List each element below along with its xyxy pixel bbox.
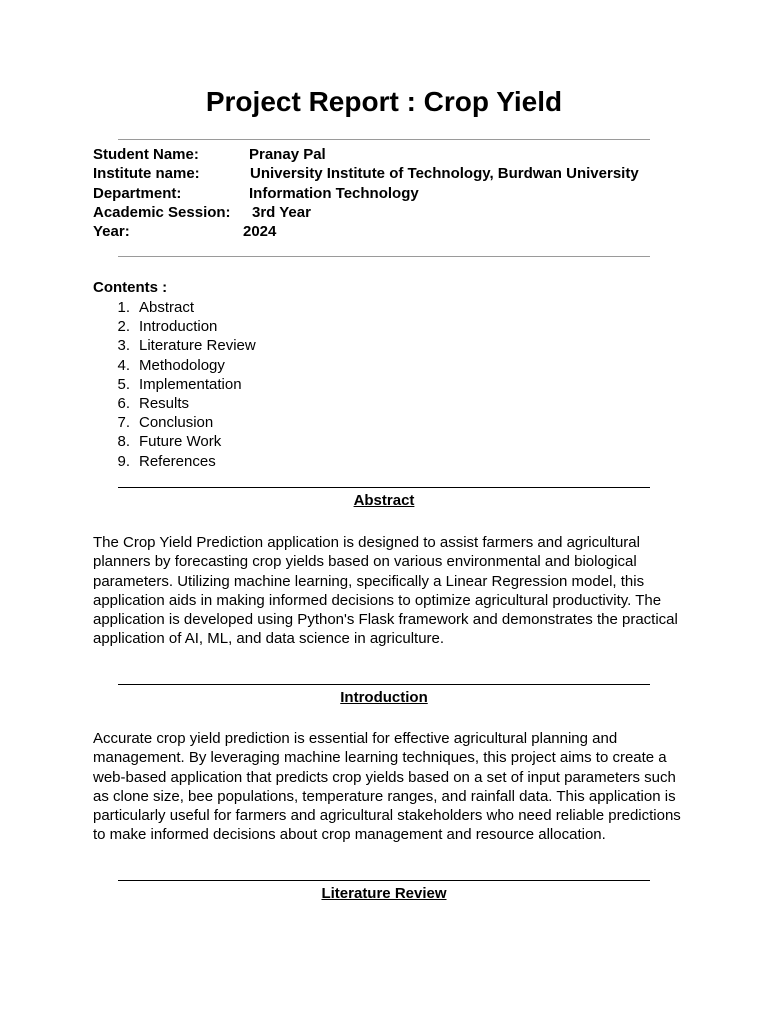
info-label: Institute name: — [93, 165, 200, 183]
info-label: Department: — [93, 184, 182, 202]
toc-number: 9. — [117, 452, 130, 470]
toc-number: 8. — [117, 433, 130, 451]
literature-review-heading: Literature Review — [321, 885, 447, 902]
toc-text: Literature Review — [139, 337, 256, 355]
info-value: University Institute of Technology, Burdwan University — [250, 165, 639, 183]
section-divider-abstract — [118, 487, 650, 488]
header-divider-bottom — [118, 256, 650, 257]
header-divider-top — [118, 139, 650, 140]
toc-number: 7. — [117, 414, 130, 432]
toc-text: Results — [139, 394, 190, 412]
toc-number: 4. — [117, 356, 130, 374]
info-label: Year: — [93, 223, 130, 241]
info-label: Student Name: — [93, 146, 199, 163]
toc-text: Future Work — [139, 433, 222, 451]
toc-text: Conclusion — [139, 414, 214, 432]
info-value: Information Technology — [249, 184, 419, 202]
info-value: Pranay Pal — [249, 146, 326, 163]
toc-text: References — [139, 452, 216, 470]
contents-label: Contents : — [93, 279, 168, 296]
info-value: 3rd Year — [252, 203, 311, 221]
toc-number: 3. — [117, 337, 130, 355]
toc-text: Introduction — [139, 318, 218, 336]
toc-text: Methodology — [139, 356, 225, 374]
section-divider-literature-review — [118, 880, 650, 881]
abstract-heading: Abstract — [353, 492, 415, 509]
toc-number: 1. — [117, 299, 130, 316]
toc-number: 6. — [117, 394, 130, 412]
introduction-heading: Introduction — [340, 689, 428, 706]
info-value: 2024 — [243, 223, 277, 241]
introduction-paragraph: Accurate crop yield prediction is essential for effective agricultural planning and management. By leveraging machine learning techniques, this project aims to create a web-based application that predicts crop yields based on a set of input parameters such as clone size, bee populations, temperature ranges, and rainfall data. This application is particularly useful for farmers and agricultural stakeholders who need reliable predictions to make informed decisions about crop management and resource allocation. — [93, 730, 681, 844]
section-divider-introduction — [118, 684, 650, 685]
toc-number: 5. — [117, 375, 130, 393]
report-title: Project Report : Crop Yield — [205, 86, 563, 117]
toc-text: Abstract — [139, 299, 195, 316]
toc-number: 2. — [117, 318, 130, 336]
info-label: Academic Session: — [93, 203, 231, 221]
abstract-paragraph: The Crop Yield Prediction application is designed to assist farmers and agricultural planners by forecasting crop yields based on various environmental and biological parameters. Utilizing machine learning, specifically a Linear Regression model, this application aids in making informed decisions to optimize agricultural productivity. The application is developed using Python's Flask framework and demonstrates the practical application of AI, ML, and data science in agriculture. — [93, 534, 678, 648]
toc-text: Implementation — [139, 375, 242, 393]
